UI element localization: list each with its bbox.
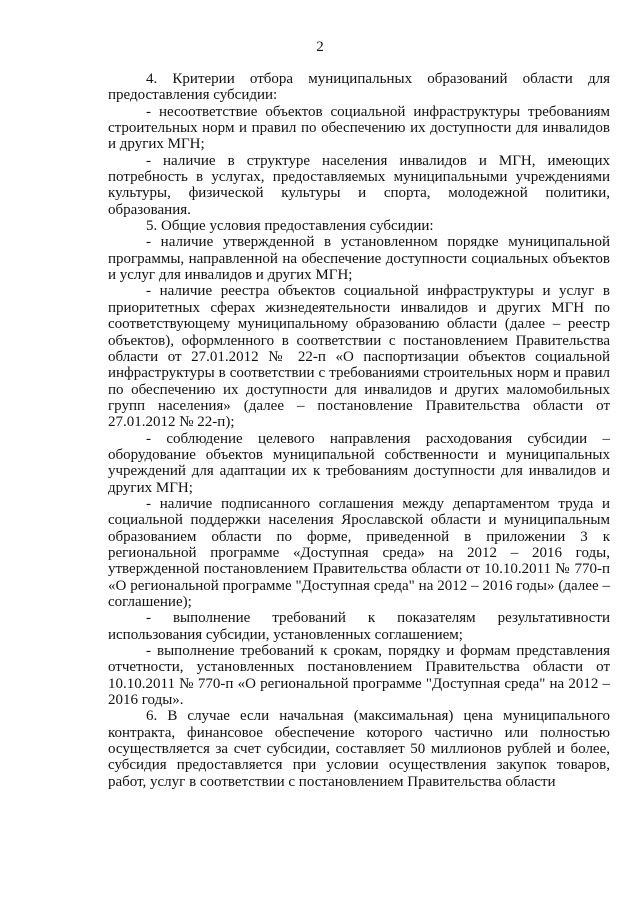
paragraph-criteria-population: - наличие в структуре населения инвалидов и МГН, имеющих потребность в услугах, предоставляемых муниципальными учреждениями культуры, физической культуры и спорта, молодежной политики, образования. xyxy=(108,152,610,218)
paragraph-condition-performance: - выполнение требований к показателям результативности использования субсидии, установленных соглашением; xyxy=(108,610,610,643)
paragraph-condition-target-use: - соблюдение целевого направления расходования субсидии – оборудование объектов муниципальной собственности и муниципальных учреждений для адаптации их к требованиям доступности для инвалидов и других МГН; xyxy=(108,430,610,496)
paragraph-contract-price: 6. В случае если начальная (максимальная) цена муниципального контракта, финансовое обеспечение которого частично или полностью осуществляется за счет субсидии, составляет 50 миллионов рублей и более, субсидия предоставляется при условии осуществления закупок товаров, работ, услуг в соответствии с постановлением Правительства области xyxy=(108,708,610,790)
page-number: 2 xyxy=(316,39,324,55)
paragraph-condition-registry: - наличие реестра объектов социальной инфраструктуры и услуг в приоритетных сферах жизнедеятельности инвалидов и других МГН по соответствующему муниципальному образованию области (далее – реестр объектов), оформленного в соответствии с постановлением Правительства области от 27.01.2012 № 22-п «О паспортизации объектов социальной инфраструктуры в соответствии с требованиями строительных норм и правил по обеспечению их доступности для инвалидов и других маломобильных групп населения» (далее – постановление Правительства области от 27.01.2012 № 22-п); xyxy=(108,283,610,431)
paragraph-criteria-heading: 4. Критерии отбора муниципальных образований области для предоставления субсидии: xyxy=(108,71,610,104)
paragraph-condition-program: - наличие утвержденной в установленном порядке муниципальной программы, направленной на обеспечение доступности социальных объектов и услуг для инвалидов и других МГН; xyxy=(108,234,610,284)
paragraph-condition-reporting: - выполнение требований к срокам, порядку и формам представления отчетности, установленных постановлением Правительства области от 10.10.2011 № 770-п «О региональной программе "Доступная среда" на 2012 – 2016 годы». xyxy=(108,643,610,709)
paragraph-criteria-noncompliance: - несоответствие объектов социальной инфраструктуры требованиям строительных норм и правил по обеспечению их доступности для инвалидов и других МГН; xyxy=(108,103,610,153)
paragraph-condition-agreement: - наличие подписанного соглашения между департаментом труда и социальной поддержки населения Ярославской области и муниципальным образованием области по форме, приведенной в приложении 3 к региональной программе «Доступная среда» на 2012 – 2016 годы, утвержденной постановлением Правительства области от 10.10.2011 № 770-п «О региональной программе "Доступная среда" на 2012 – 2016 годы» (далее – соглашение); xyxy=(108,495,610,610)
paragraph-conditions-heading: 5. Общие условия предоставления субсидии: xyxy=(146,218,434,235)
document-body xyxy=(108,71,610,790)
